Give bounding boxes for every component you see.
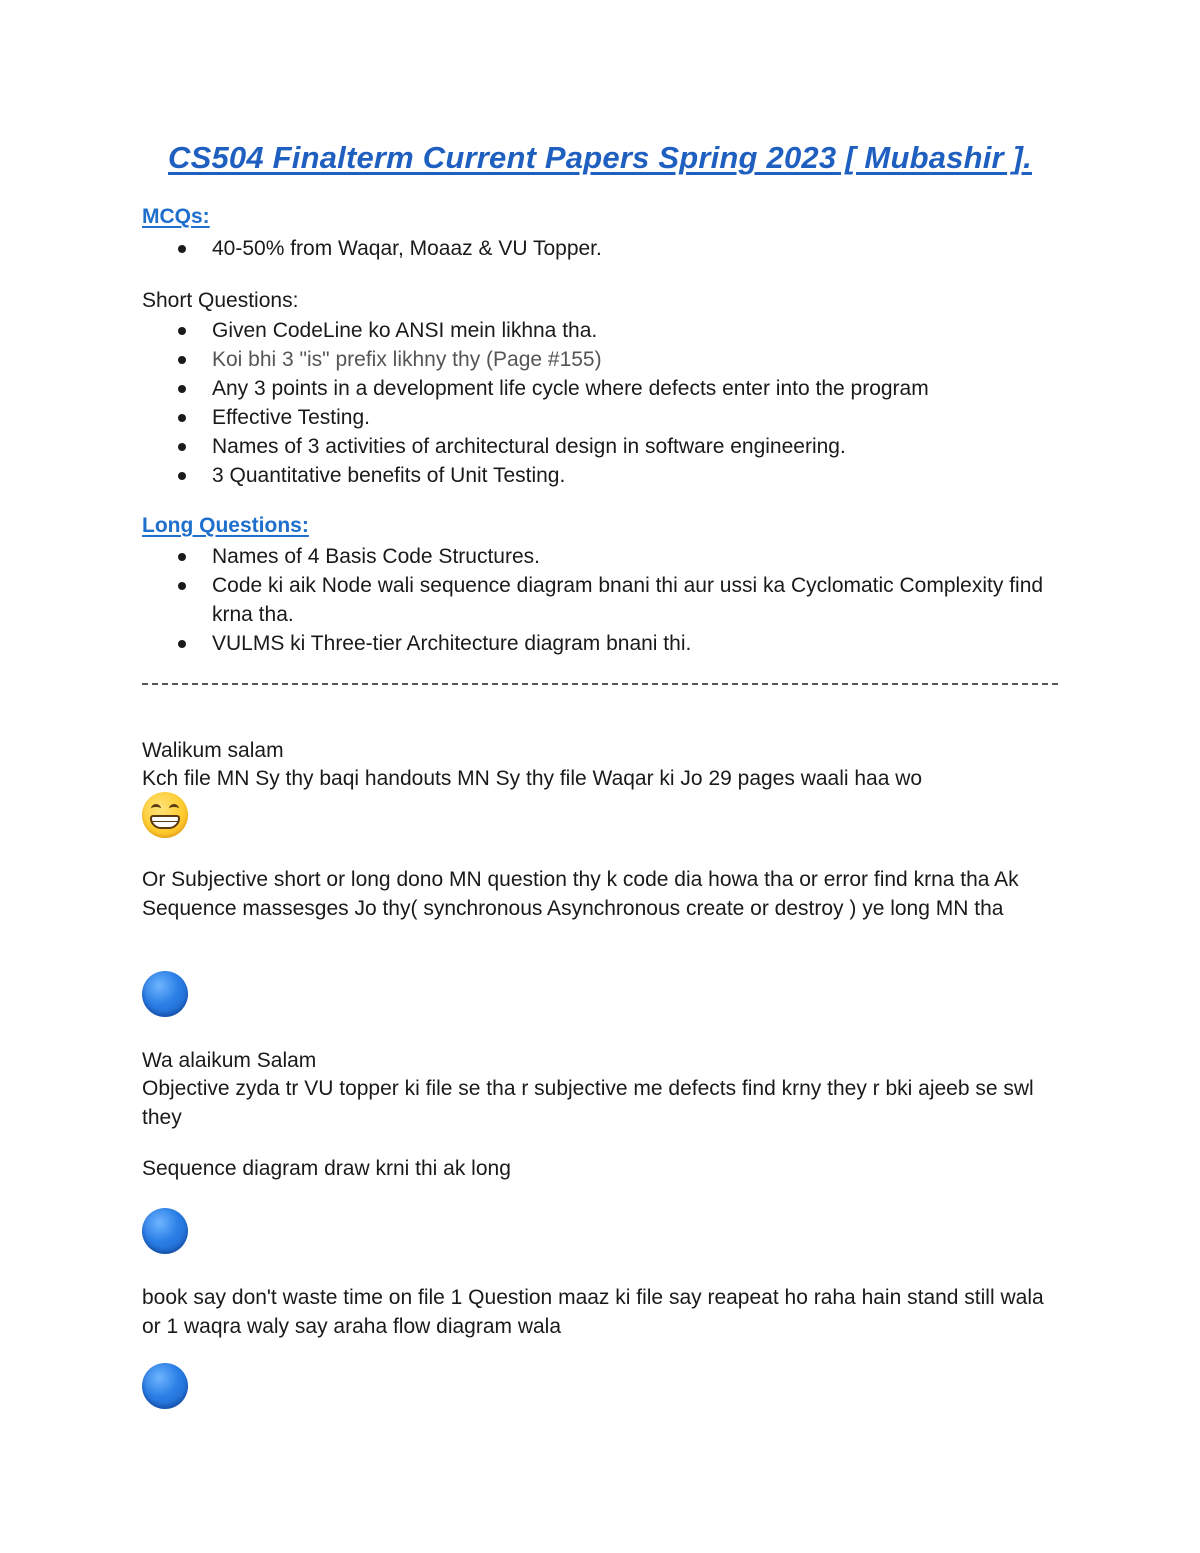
blue-circle-icon (142, 971, 188, 1017)
mcqs-list (142, 234, 1082, 263)
list-item: Names of 4 Basis Code Structures. (142, 542, 1082, 571)
bullet-icon (178, 582, 186, 590)
bullet-icon (178, 414, 186, 422)
short-questions-heading: Short Questions: (142, 289, 299, 312)
list-item: Code ki aik Node wali sequence diagram bnani thi aur ussi ka Cyclomatic Complexity find krna tha. (142, 571, 1082, 629)
list-item: Effective Testing. (142, 403, 1082, 432)
long-questions-list (142, 542, 1082, 658)
comment-1-text: Kch file MN Sy thy baqi handouts MN Sy thy file Waqar ki Jo 29 pages waali haa wo (142, 767, 923, 790)
list-item: Any 3 points in a development life cycle where defects enter into the program (142, 374, 1082, 403)
bullet-icon (178, 356, 186, 364)
blue-circle-icon (142, 1208, 188, 1254)
page-title: CS504 Finalterm Current Papers Spring 2023 [ Mubashir ]. (168, 140, 1032, 175)
list-item: Given CodeLine ko ANSI mein likhna tha. (142, 316, 1082, 345)
comment-4-text: book say don't waste time on file 1 Question maaz ki file say reapeat ho raha hain stand still wala or 1 waqra waly say araha flow diagram wala (142, 1286, 1044, 1338)
bullet-icon (178, 472, 186, 480)
list-item: Names of 3 activities of architectural design in software engineering. (142, 432, 1082, 461)
blue-circle-icon (142, 1363, 188, 1409)
short-questions-list (142, 316, 1082, 490)
bullet-icon (178, 245, 186, 253)
comment-3-followup: Sequence diagram draw krni thi ak long (142, 1157, 511, 1180)
bullet-icon (178, 553, 186, 561)
mcqs-heading: MCQs: (142, 205, 210, 228)
list-item: Koi bhi 3 "is" prefix likhny thy (Page #155) (142, 345, 1082, 374)
dashed-divider (142, 683, 1058, 685)
long-questions-heading: Long Questions: (142, 514, 309, 537)
comment-3-greeting: Wa alaikum Salam (142, 1049, 317, 1072)
list-item: VULMS ki Three-tier Architecture diagram bnani thi. (142, 629, 1082, 658)
comment-3-text: Objective zyda tr VU topper ki file se tha r subjective me defects find krny they r bki ajeeb se swl they (142, 1077, 1034, 1129)
comment-2-text: Or Subjective short or long dono MN question thy k code dia howa tha or error find krna tha Ak Sequence massesges Jo thy( synchronous Asynchronous create or destroy ) ye long MN tha (142, 868, 1019, 920)
bullet-icon (178, 640, 186, 648)
comment-1-greeting: Walikum salam (142, 739, 284, 762)
bullet-icon (178, 443, 186, 451)
bullet-icon (178, 385, 186, 393)
grinning-face-icon (142, 792, 188, 838)
list-item: 40-50% from Waqar, Moaaz & VU Topper. (142, 234, 1082, 263)
list-item: 3 Quantitative benefits of Unit Testing. (142, 461, 1082, 490)
bullet-icon (178, 327, 186, 335)
